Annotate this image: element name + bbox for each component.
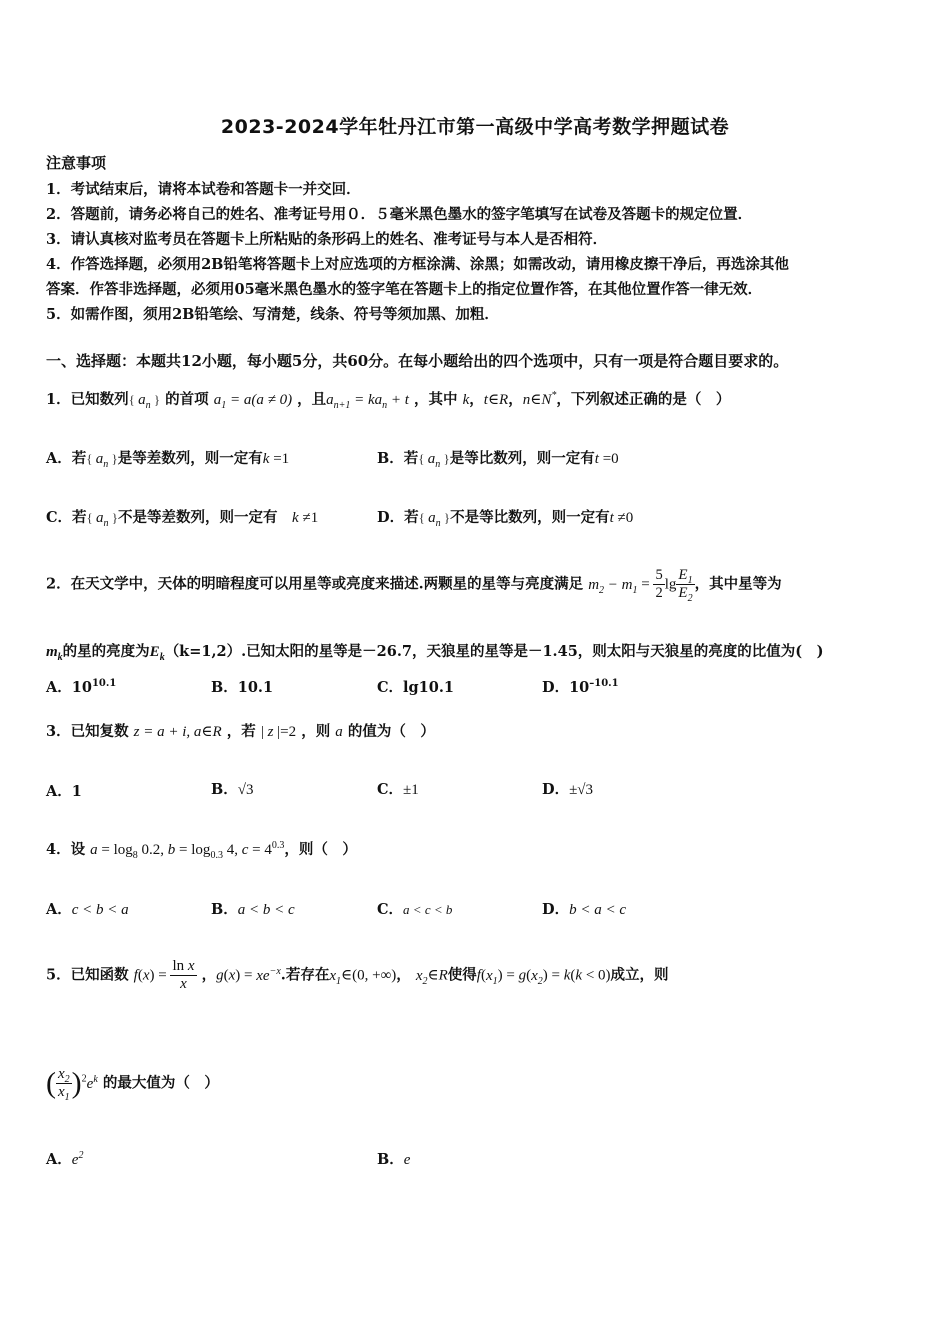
notice-line-2: 2．答题前，请务必将自己的姓名、准考证号用０．５毫米黑色墨水的签字笔填写在试卷及答题卡的规定位置． [46, 206, 753, 223]
question-2-cont: $m_k$的星的亮度为$E_k(k=1,2)$.已知太阳的星等是－26.7，天狼星的星等是－1.45，则太阳与天狼星的亮度的比值为( ) [46, 643, 824, 663]
q1-option-b[interactable]: B．若{ $a_n$ }是等比数列，则一定有t =0 [377, 450, 619, 470]
question-2: 2．在天文学中，天体的明暗程度可以用星等或亮度来描述.两颗星的星等与亮度满足 $m_2 - m_1$ = $\frac{5}{2}$ lg $\frac{E_1}{E_2}$ ，其中星等为 [46, 567, 782, 604]
notice-line-3: 3．请认真核对监考员在答题卡上所粘贴的条形码上的姓名、准考证号与本人是否相符． [46, 231, 608, 248]
q2-option-d[interactable]: D．$10^{-10.1}$ [542, 678, 619, 696]
q3-option-a[interactable]: A．1 [46, 783, 82, 800]
q1-option-d[interactable]: D．若{ $a_n$ }不是等比数列，则一定有t ≠0 [377, 509, 634, 529]
q2-option-a[interactable]: A．$10^{10.1}$ [46, 678, 117, 696]
q4-option-a[interactable]: A．c < b < a [46, 901, 129, 918]
q5-option-a[interactable]: A．$e^2$ [46, 1150, 84, 1168]
q3-option-c[interactable]: C．±1 [377, 781, 419, 798]
question-5-cont: ( $\frac{x_2}{x_1}$ )$^2e^k$ 的最大值为（ ） [46, 1066, 219, 1103]
question-1: 1．已知数列{ $a_n$ } 的首项 $a_1 = a(a \ne 0)$ ，且$a_{n+1} = ka_n + t$ ，其中 k，t∈R，n∈N*，下列叙述正确的是（ ） [46, 390, 731, 411]
section-heading: 一、选择题：本题共12小题，每小题5分，共60分。在每小题给出的四个选项中，只有一项是符合题目要求的。 [46, 352, 789, 370]
question-5: 5．已知函数 f(x) = $\frac{\text{ln x}}{x}$ ，$g(x) = xe^{-x}$.若存在$x_1\in(0$, +∞)， $x_2\in R$使得$f(x_1) = g(x_2) = k(k < 0)$成立，则 [46, 958, 669, 992]
notice-line-1: 1．考试结束后，请将本试卷和答题卡一并交回． [46, 181, 361, 198]
q2-option-b[interactable]: B．10.1 [211, 679, 274, 696]
notice-line-4: 4．作答选择题，必须用2B铅笔将答题卡上对应选项的方框涂满、涂黑；如需改动，请用橡皮擦干净后，再选涂其他 [46, 256, 789, 273]
page-title: 2023-2024学年牡丹江市第一高级中学高考数学押题试卷 [220, 116, 730, 138]
notice-line-5: 5．如需作图，须用2B铅笔绘、写清楚，线条、符号等须加黑、加粗． [46, 306, 499, 323]
q3-option-d[interactable]: D．±√3 [542, 781, 594, 798]
question-3: 3．已知复数 z = a + i, a∈R ，若 | z |=2 ，则 a 的值为（ ） [46, 723, 435, 740]
q5-option-b[interactable]: B．e [377, 1151, 411, 1168]
q3-option-b[interactable]: B．√3 [211, 781, 254, 798]
q1-option-a[interactable]: A．若{ $a_n$ }是等差数列，则一定有k =1 [46, 450, 290, 470]
notice-line-4-cont: 答案．作答非选择题，必须用05毫米黑色墨水的签字笔在答题卡上的指定位置作答，在其他位置作答一律无效． [46, 281, 763, 298]
notice-heading: 注意事项 [46, 154, 107, 172]
q1-option-c[interactable]: C．若{ $a_n$ }不是等差数列，则一定有 k ≠1 [46, 509, 319, 529]
q4-option-b[interactable]: B．a < b < c [211, 901, 295, 918]
question-4: 4．设 $a = \log_8 0.2$, $b = \log_{0.3} 4$, $c = 4^{0.3}$，则（ ） [46, 840, 357, 861]
q2-option-c[interactable]: C．lg10.1 [377, 679, 455, 696]
q4-option-d[interactable]: D．b < a < c [542, 901, 626, 918]
q4-option-c[interactable]: C．a < c < b [377, 901, 453, 918]
